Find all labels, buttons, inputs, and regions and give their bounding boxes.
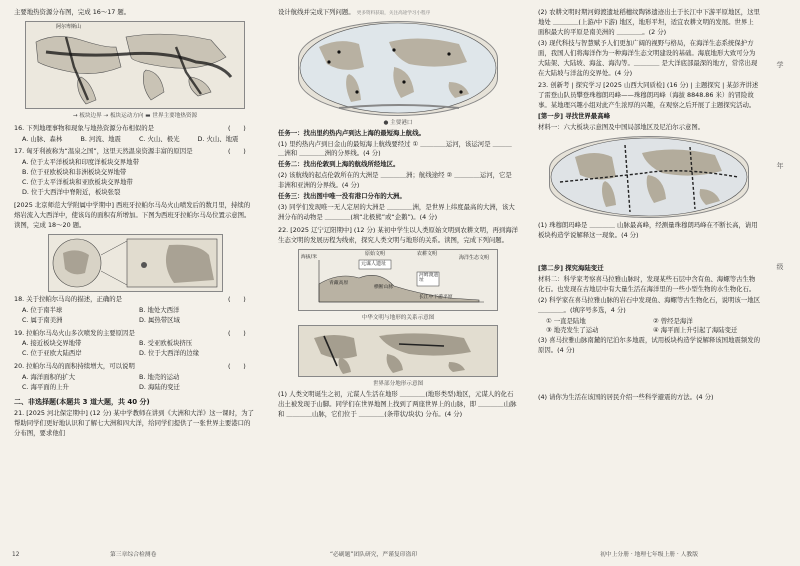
label-yangtze-plain: 长江中下游平原 bbox=[419, 294, 453, 300]
label-agricultural: 农耕文明 bbox=[417, 250, 438, 257]
q23-part3: (3) 喜马拉雅山脉南麓的尼泊尔多地震，试用板块构造学说解释该国地震频发的原因。(4 分) bbox=[538, 336, 760, 355]
side-char-3: 级 bbox=[776, 262, 784, 271]
step-2-heading: [第二步] 探究海陆变迁 bbox=[538, 263, 604, 272]
footer-book: 初中上分册 · 地理七年级上册 · 人教版 bbox=[600, 552, 699, 559]
q17-options bbox=[14, 158, 256, 198]
label-hengduan: 横断山脉 bbox=[374, 284, 394, 290]
q16-option-a[interactable]: A. 山脉、森林 bbox=[22, 134, 63, 143]
map-world-terrain bbox=[298, 325, 498, 377]
terrain-profile-figure bbox=[298, 249, 498, 311]
q18-option-c[interactable]: C. 属于南美洲 bbox=[22, 315, 63, 324]
label-hemudu: 河姆渡遗址 bbox=[419, 272, 439, 283]
map-geothermal bbox=[25, 21, 245, 109]
task-3-question: (3) 同学们发现唯一无人定居的大洲是 ＿＿＿＿洲，是世界上纬度最高的大洲，该大洲分布的动物是 ＿＿＿＿(填“北极熊”或“企鹅”)。(4 分) bbox=[278, 203, 515, 221]
question-22: 22. [2025 辽宁辽阳期中] (12 分) 某初中学生以人类原始文明到农耕文明，再到海洋生态文明的发展历程为线索，探究人类文明与地形的关系。读图，完成下列问题。 bbox=[278, 225, 518, 244]
q23-part4: (4) 请你为生活在该国的居民介绍一些科学避震的方法。(4 分) bbox=[538, 393, 714, 402]
q19-option-a[interactable]: A. 接近板块交界地带 bbox=[22, 339, 82, 348]
material-1: 材料一：六大板块示意图及中国局部地区及尼泊尔示意图。 bbox=[538, 123, 705, 132]
column-right bbox=[538, 8, 760, 544]
question-21: 21. [2025 河北保定期中] (12 分) 某中学教师在讲到《大洲和大洋》这一课时，为了帮助同学们更好地认识和了解七大洲和四大洋，给同学们提供了一张世界主要港口的分布图，要求他们 bbox=[14, 408, 255, 437]
q22-part1: (1) 人类文明诞生之初，元谋人生活在地形 ＿＿＿＿(地形类型)地区，元谋人的化石出土被发现于山脚。同学们在世界地图上找到了两座世界上的山脉，即 ＿＿＿＿山脉和 ＿＿＿＿山脉，它们位于 ＿＿＿＿(条带状/块状) 分布。(4 分) bbox=[278, 390, 517, 418]
tectonic-plates-map bbox=[550, 137, 748, 217]
q20-option-b[interactable]: B. 地壳的运动 bbox=[139, 373, 180, 382]
section-2-heading: 二、非选择题(本题共 3 道大题，共 40 分) bbox=[14, 398, 150, 407]
q22-part3: (3) 现代科技与智慧赋予人们更加广阔的视野与格局，在海洋生态系统保护方面，我国人们将海洋作为一种海洋生态文明建设的基础。海底地形大致可分为大陆架、大陆坡、海盆、海沟等。＿＿＿＿ 是大洋底部最深的地方，常常出现在大陆坡与洋盆的交界处。(4 分) bbox=[538, 38, 758, 77]
material-2: 材料二：科学家考察喜马拉雅山脉时，发现某些石层中含有鱼、海螺等古生物化石。也发现在古地层中有大量生活在海洋里的一些小型生物的水生物化石。 bbox=[538, 274, 756, 293]
side-margin bbox=[770, 60, 790, 363]
question-20: 20. 拉帕尔马岛的面积持续增大，可以说明 ( ) bbox=[14, 362, 246, 371]
world-map-geothermal bbox=[26, 22, 244, 108]
q19-option-b[interactable]: B. 受亚欧板块挤压 bbox=[139, 339, 193, 348]
passage-la-palma: [2025 北京师范大学附属中学期中] 西班牙拉帕尔马岛火山喷发后的数月里，持续的熔岩流入大西洋中，使该岛的面积有所增加。下图为西班牙拉帕尔马岛位置示意图。读图，完成 18～20 题。 bbox=[14, 201, 251, 229]
answer-space-3[interactable] bbox=[538, 357, 760, 393]
task-2-question: (2) 该航线的起点伦敦所在的大洲是 ＿＿＿＿洲；航线途经 ② ＿＿＿＿运河，它是非洲和亚洲的分界线。(4 分) bbox=[278, 171, 512, 190]
q17-option-d[interactable]: D. 位于大西洋中脊附近，板块张裂 bbox=[22, 188, 121, 197]
step-1-heading: [第一步] 寻找世界最高峰 bbox=[538, 112, 610, 121]
map-la-palma bbox=[48, 234, 223, 292]
q17-option-c[interactable]: C. 位于太平洋板块和亚欧板块交界地带 bbox=[22, 178, 133, 187]
q22-part2: (2) 农耕文明时期河姆渡遗址稻穗纹陶钵遗迹出土于长江中下游平原地区，这里地处 ＿＿＿＿(上游/中下游) 地区，地形平坦，适宜农耕文明的发展。世界上面积最大的平原是南美洲的 ＿＿＿＿。(2 分) bbox=[538, 8, 760, 36]
q20-option-c[interactable]: C. 海平面的上升 bbox=[22, 383, 69, 392]
map-plates bbox=[549, 136, 749, 218]
q16-option-b[interactable]: B. 河流、地震 bbox=[80, 134, 121, 143]
la-palma-location-map bbox=[49, 235, 222, 291]
task-1-question: (1) 里约热内卢到日金山的最短海上航线要经过 ① ＿＿＿＿运河，该运河是 ＿＿＿＿洲和 ＿＿＿＿洲的分界线。(4 分) bbox=[278, 139, 512, 158]
map1-label: 阿尔卑斯山 bbox=[56, 23, 82, 30]
task-2: 任务二：找出伦敦到上海的航线所经地区。 bbox=[278, 160, 400, 169]
q16-options bbox=[14, 135, 256, 145]
answer-space-1[interactable] bbox=[538, 242, 760, 264]
page-number: 12 bbox=[12, 552, 20, 559]
footer-notice: “必刷题”团队研究，严谨复印盗印 bbox=[330, 552, 418, 559]
q23-2-option-2[interactable]: ② 曾经是海洋 bbox=[653, 316, 693, 325]
q16-option-c[interactable]: C. 火山、极光 bbox=[139, 134, 180, 143]
q18-option-a[interactable]: A. 位于南半球 bbox=[22, 305, 63, 314]
q21-continued: 设计航线并完成下列问题。 更多资料获取，关注高途学习小程序 bbox=[278, 8, 431, 16]
q19-option-c[interactable]: C. 位于亚欧大陆西岸 bbox=[22, 349, 82, 358]
map2-caption: ● 主要港口 bbox=[383, 119, 413, 126]
column-left bbox=[14, 8, 256, 544]
label-qinghai-tibet: 青藏高原 bbox=[329, 280, 349, 286]
q19-options bbox=[14, 339, 256, 359]
q20-option-a[interactable]: A. 海洋面积的扩大 bbox=[22, 373, 76, 382]
world-ports-map bbox=[299, 22, 497, 115]
q20-option-d[interactable]: D. 海陆的变迁 bbox=[139, 383, 180, 392]
q23-part2: (2) 科学家在喜马拉雅山脉的岩石中发现鱼、海螺等古生物化石，说明该一地区 ＿＿＿＿。(填序号多选，4 分) bbox=[538, 295, 760, 314]
map3-caption: 世界部分地形示意图 bbox=[372, 381, 424, 388]
column-middle bbox=[278, 8, 518, 544]
task-1: 任务一：找出里约热内卢到达上海的最短海上航线。 bbox=[278, 128, 425, 137]
world-terrain-map bbox=[299, 326, 497, 376]
q23-part1: (1) 珠穆朗玛峰是 ＿＿＿＿ 山脉最高峰，经测量珠穆朗玛峰在不断长高，请用板块构造学说解释这一现象。(4 分) bbox=[538, 221, 758, 239]
footer-title: 第三章综合检测卷 bbox=[110, 552, 157, 559]
question-23: 23. 创新考 | 探究学习 [2025 山西大同质检] (16 分) | 主题探究 | 某彭齐讲述了雷登山队员攀登珠穆朗玛峰——珠穆朗玛峰（海拔 8848.86 米）的冒险故事。某地理兴趣小组对此产生浓厚的兴趣，在观察之后开展了主题探究活动。 bbox=[538, 81, 759, 110]
q17-option-b[interactable]: B. 位于亚欧板块和非洲板块交界地带 bbox=[22, 168, 127, 177]
q18-option-d[interactable]: D. 属热带区域 bbox=[139, 315, 180, 324]
question-19: 19. 拉帕尔马岛火山多次喷发的主要原因是 ( ) bbox=[14, 328, 246, 337]
question-18: 18. 关于拉帕尔马岛的描述，正确的是 ( ) bbox=[14, 294, 246, 303]
intro-text: 主要地热资源分布图，完成 16～17 题。 bbox=[14, 8, 131, 16]
label-altitude: 海拔/米 bbox=[301, 254, 318, 260]
q18-options bbox=[14, 306, 256, 326]
task-3: 任务三：找出图中唯一没有港口分布的大洲。 bbox=[278, 192, 406, 201]
label-primitive: 原始文明 bbox=[365, 250, 386, 257]
q23-2-option-3[interactable]: ③ 地壳发生了运动 bbox=[546, 326, 599, 335]
q16-option-d[interactable]: D. 火山、地震 bbox=[197, 134, 239, 143]
map-world-ports bbox=[298, 21, 498, 116]
q20-options bbox=[14, 373, 256, 393]
question-17: 17. 匈牙利被称为“温泉之国”，这里天然温泉资源丰富的原因是 ( ) bbox=[14, 147, 246, 156]
label-yuanmou: 元谋人遗址 bbox=[361, 260, 387, 267]
side-char-2: 年 bbox=[776, 161, 784, 170]
label-marine: 海洋生态文明 bbox=[459, 254, 490, 261]
q18-option-b[interactable]: B. 地处大西洋 bbox=[139, 305, 180, 314]
q17-option-a[interactable]: A. 位于太平洋板块和印度洋板块交界地带 bbox=[22, 158, 139, 167]
question-16: 16. 下列地理事物和现象与地热资源分布相似的是 ( ) bbox=[14, 123, 246, 132]
side-char-1: 学 bbox=[776, 61, 784, 69]
map1-caption: → 板块边界 ⇢ 板块运动方向 ▬ 世界主要地热资源 bbox=[72, 112, 198, 119]
q19-option-d[interactable]: D. 位于大西洋的边缘 bbox=[139, 349, 200, 358]
q23-2-option-4[interactable]: ④ 海平面上升引起了海陆变迁 bbox=[653, 326, 738, 335]
q23-2-options bbox=[538, 317, 760, 337]
terrain-caption: 中华文明与地形的关系示意图 bbox=[361, 314, 435, 321]
q23-2-option-1[interactable]: ① 一直是陆地 bbox=[546, 316, 586, 325]
